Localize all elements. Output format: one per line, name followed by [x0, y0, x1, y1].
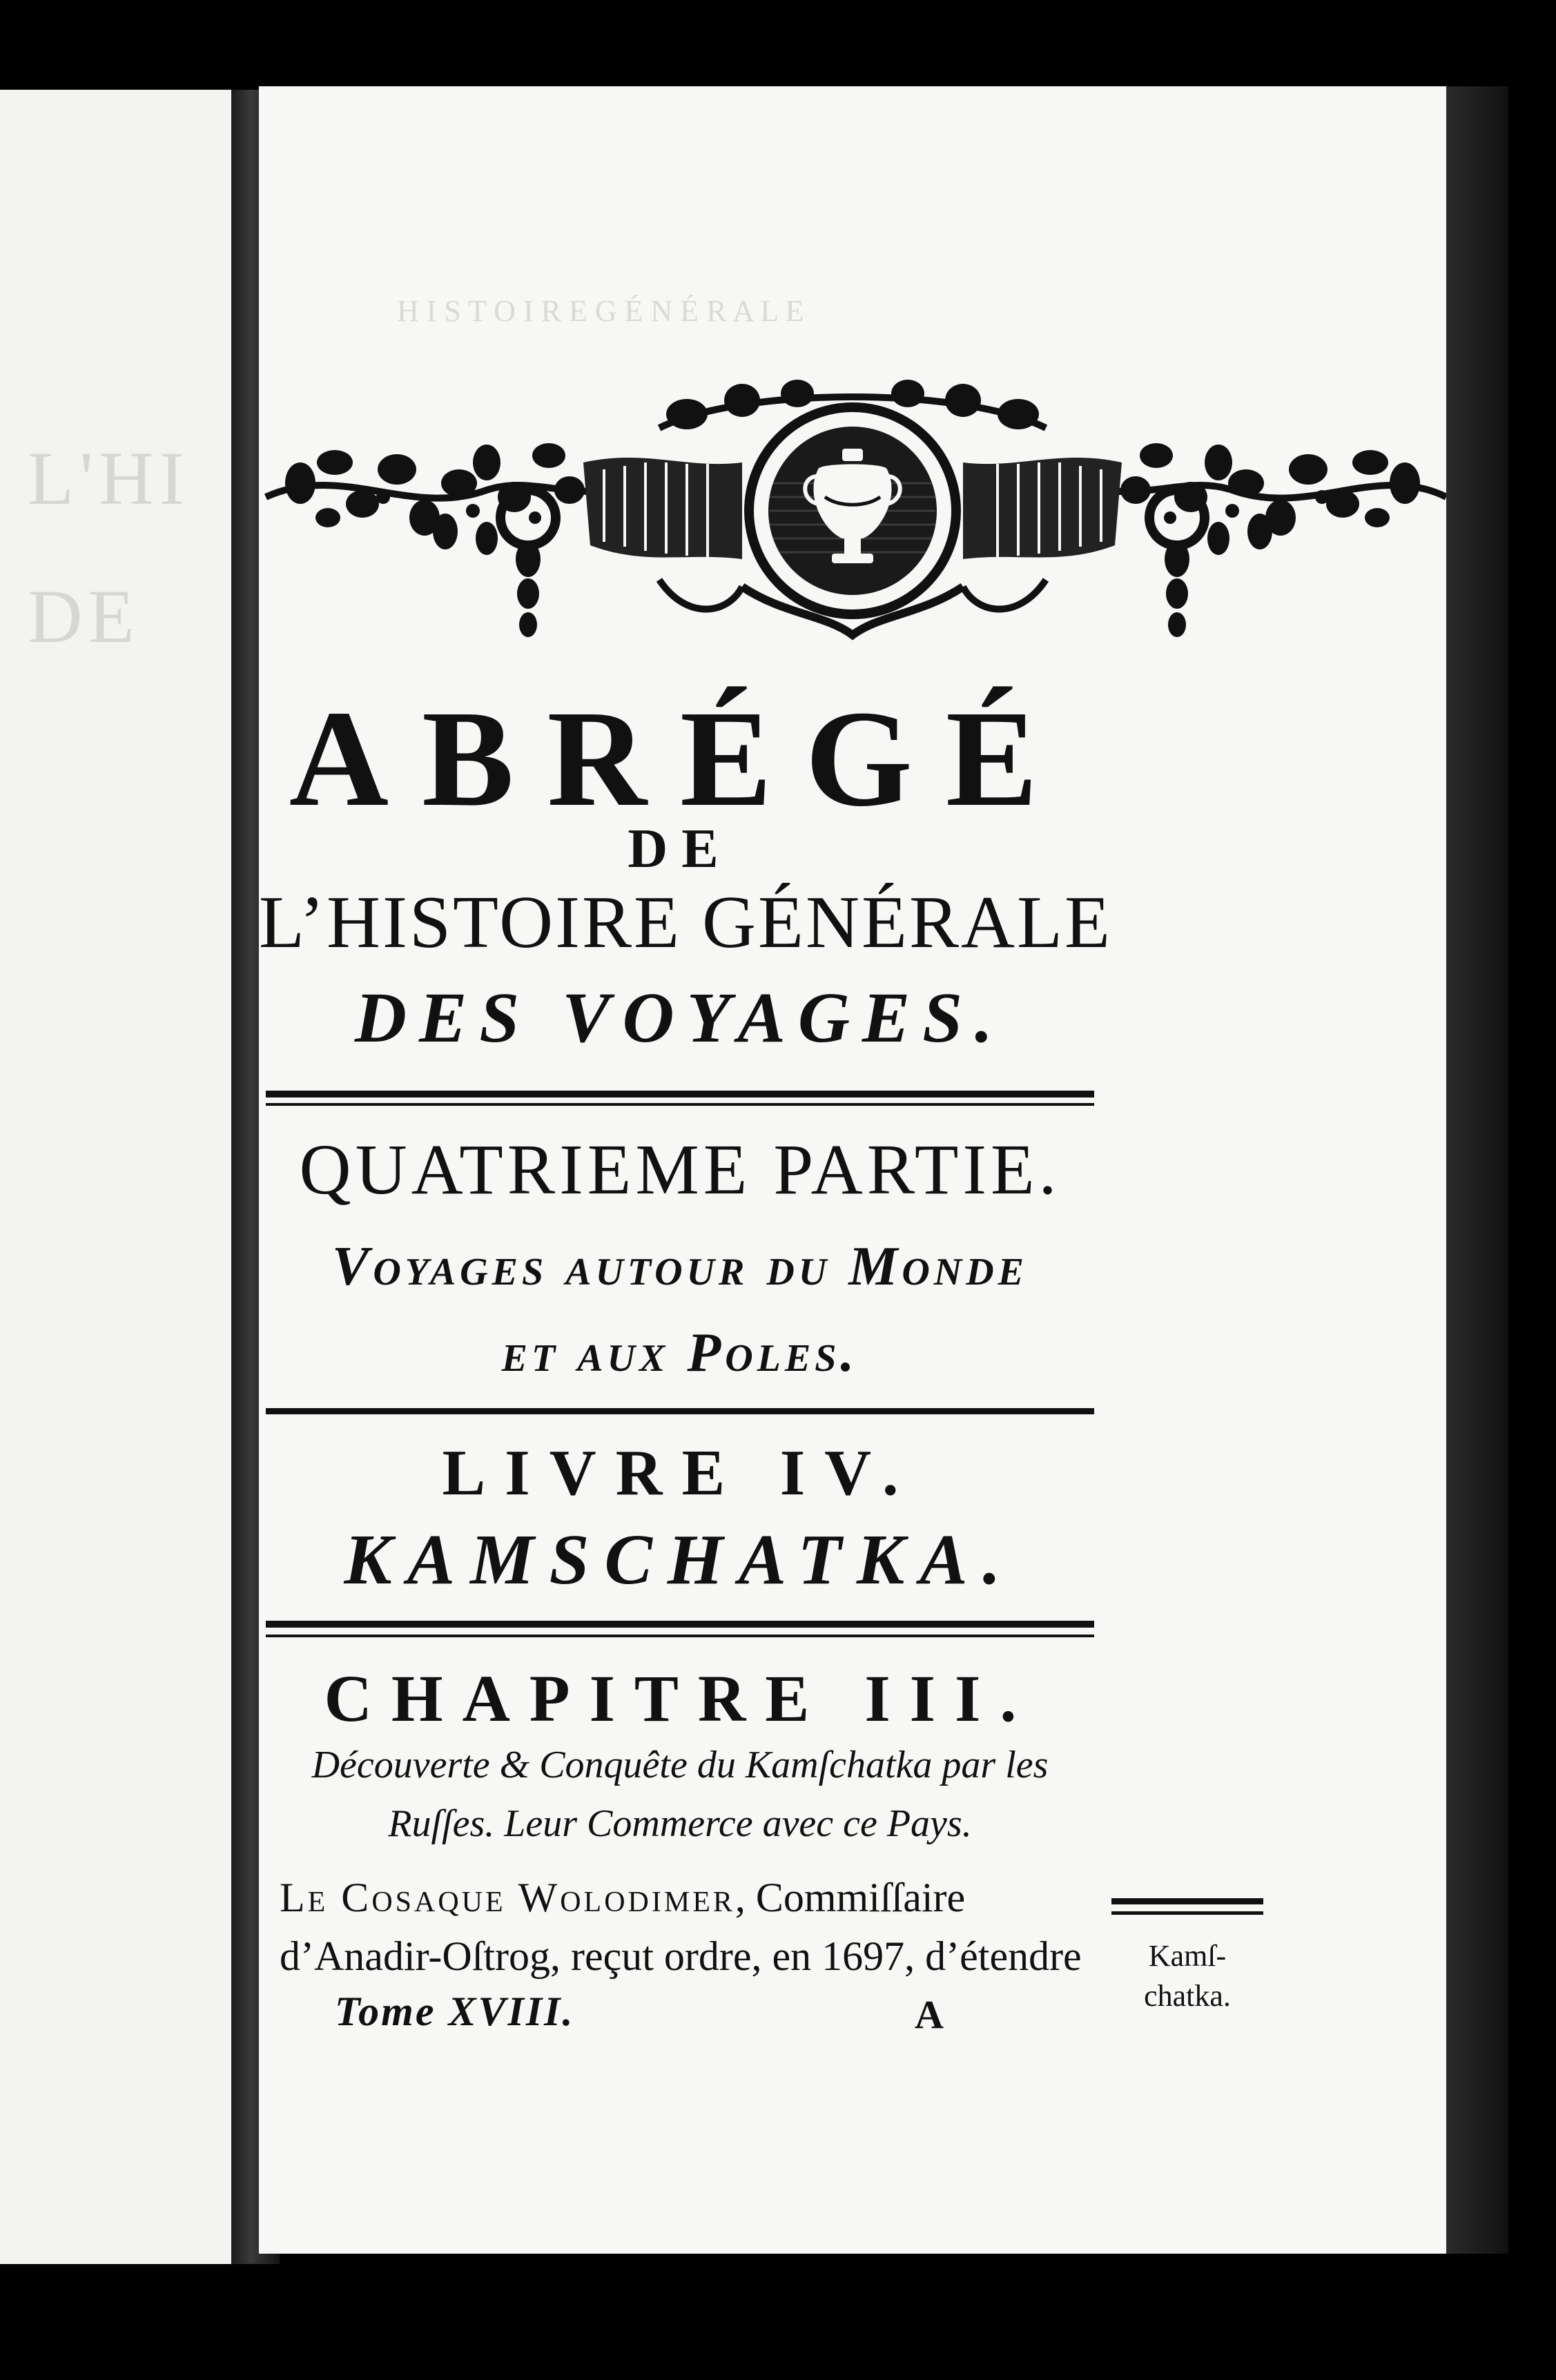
left-facing-page [0, 90, 231, 2264]
body-text-rest: , Commiſſaire [735, 1875, 966, 1920]
double-rule-bottom [266, 1635, 1094, 1637]
page-edge-shadow [1446, 86, 1508, 2254]
chapter-heading: CHAPITRE III. [324, 1661, 1036, 1735]
part-heading: QUATRIEME PARTIE. [299, 1130, 1061, 1209]
title-des-voyages: DES VOYAGES. [354, 978, 1006, 1057]
title-histoire-generale: L’HISTOIRE GÉNÉRALE [259, 881, 1112, 964]
chapter-summary-line1: Découverte & Conquête du Kamſchatka par les [311, 1744, 1049, 1786]
volume-label: Tome XVIII. [335, 1989, 575, 2034]
title-page [259, 86, 1446, 2254]
title-abrege: ABRÉGÉ [289, 683, 1071, 835]
book-heading: LIVRE IV. [442, 1437, 918, 1509]
part-subtitle-line2: et aux Poles. [501, 1323, 859, 1383]
body-text-line1 [280, 1874, 1122, 1922]
left-page-bleed-text: DE [28, 574, 140, 659]
body-text-line2: d’Anadir-Oſtrog, reçut ordre, en 1697, d’étendre [280, 1933, 1082, 1979]
double-rule-bottom [266, 1103, 1094, 1106]
margin-note [1105, 1936, 1270, 2016]
title-de: DE [628, 819, 732, 879]
chapter-summary-line2: Ruſſes. Leur Commerce avec ce Pays. [388, 1802, 972, 1845]
vignette-urn-ornament-icon [259, 290, 1446, 676]
signature-mark: A [915, 1992, 944, 2037]
margin-note-line2: chatka. [1144, 1979, 1231, 2013]
book-subject: KAMSCHATKA. [344, 1520, 1016, 1599]
left-page-bleed-text: L'HI [28, 436, 191, 520]
part-subtitle-line1: Voyages autour du Monde [331, 1236, 1029, 1297]
double-rule-top [266, 1621, 1094, 1628]
double-rule-top [266, 1091, 1094, 1098]
margin-note-rule [1111, 1898, 1263, 1915]
show-through-text: H I S T O I R E G É N É R A L E [397, 294, 804, 328]
margin-note-line1: Kamſ- [1148, 1939, 1227, 1973]
rule-divider [266, 1408, 1094, 1414]
body-text-smallcaps: Le Cosaque Wolodimer [280, 1875, 735, 1920]
